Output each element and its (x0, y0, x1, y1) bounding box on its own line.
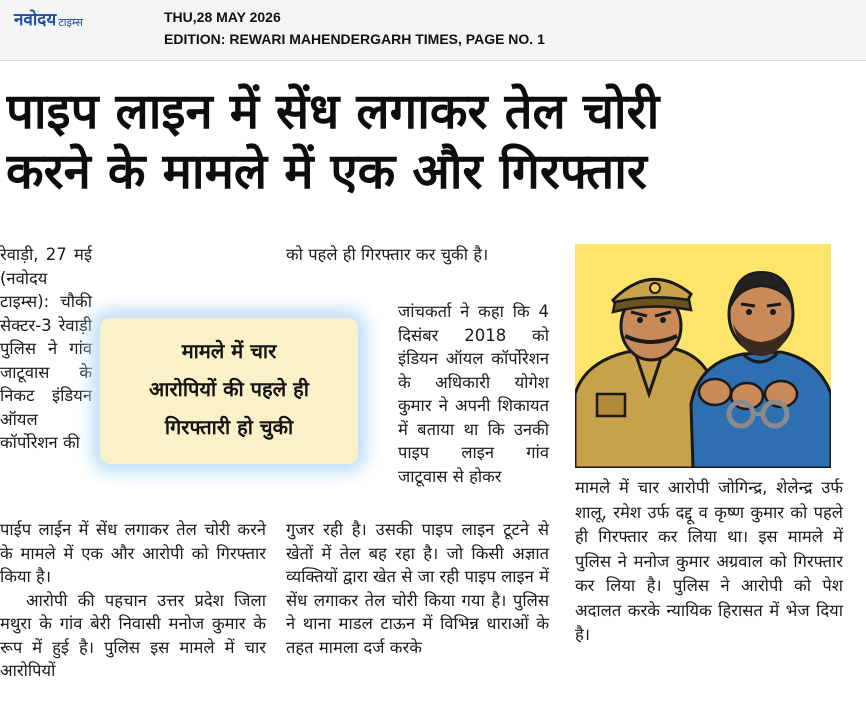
photo-caption-text: मामले में चार आरोपी जोगिन्द्र, शेलेन्द्र उर्फ शालू, रमेश उर्फ दद्दू व कृष्ण कुमार को पहले ही गिरफ्तार कर लिया था। इस मामले में पुलिस ने मनोज कुमार अग्रवाल को गिरफ्तार कर लिया है। पुलिस ने आरोपी को पेश अदालत करके न्यायिक हिरासत में भेज दिया है। (575, 478, 843, 644)
pull-quote-line-1: मामले में चार (181, 339, 277, 363)
article-paragraph: पाईप लाईन में सेंध लगाकर तेल चोरी करने के मामले में एक और आरोपी को गिरफ्तार किया है। (0, 520, 266, 586)
article-column-2 (286, 243, 549, 267)
news-photo (575, 244, 831, 468)
article-column-1 (0, 518, 266, 683)
police-arrest-illustration (575, 244, 831, 468)
headline (6, 82, 858, 202)
newspaper-logo (14, 8, 83, 30)
article-column-1-narrow (0, 243, 92, 455)
edition-header (0, 0, 866, 61)
pull-quote-line-3: गिरफ्तारी हो चुकी (164, 415, 294, 439)
pull-quote-box (100, 318, 358, 464)
article-paragraph: जांचकर्ता ने कहा कि 4 दिसंबर 2018 को इंडियन ऑयल कॉर्पोरेशन के अधिकारी योगेश कुमार ने अपनी शिकायत में बताया था कि उनकी पाइप लाइन गांव जाटूवास से होकर (398, 302, 549, 486)
photo-caption (575, 476, 843, 648)
edition-info: EDITION: REWARI MAHENDERGARH TIMES, PAGE NO. 1 (164, 31, 545, 47)
pull-quote-line-2: आरोपियों की पहले ही (149, 377, 309, 401)
logo-main-text: नवोदय (14, 10, 57, 30)
article-paragraph: गुजर रही है। उसकी पाइप लाइन टूटने से खेतों में तेल बह रहा है। जो किसी अज्ञात व्यक्तियों द्वारा खेत से जा रही पाइप लाइन में सेंध लगाकर तेल चोरी किया गया है। पुलिस ने थाना माडल टाऊन में विभिन्न धाराओं के तहत मामला दर्ज करके (286, 520, 549, 657)
article-paragraph: रेवाड़ी, 27 मई (नवोदय टाइम्स): चौकी सेक्टर-3 रेवाड़ी पुलिस ने गांव जाटूवास के निकट इंडियन ऑयल कॉर्पोरेशन की (0, 245, 92, 452)
article-column-2-narrow (398, 300, 549, 488)
article-paragraph: आरोपी की पहचान उत्तर प्रदेश जिला मथुरा के गांव बेरी निवासी मनोज कुमार के रूप में हुई है। पुलिस इस मामले में चार आरोपियों (0, 590, 266, 680)
edition-date: THU,28 MAY 2026 (164, 9, 281, 25)
headline-line-1: पाइप लाइन में सेंध लगाकर तेल चोरी (6, 83, 660, 140)
headline-line-2: करने के मामले में एक और गिरफ्तार (6, 143, 647, 200)
logo-sub-text: टाइम्स (58, 16, 83, 29)
article-column-2-wide (286, 518, 549, 659)
article-paragraph: को पहले ही गिरफ्तार कर चुकी है। (286, 245, 489, 264)
pull-quote-text (100, 332, 358, 446)
